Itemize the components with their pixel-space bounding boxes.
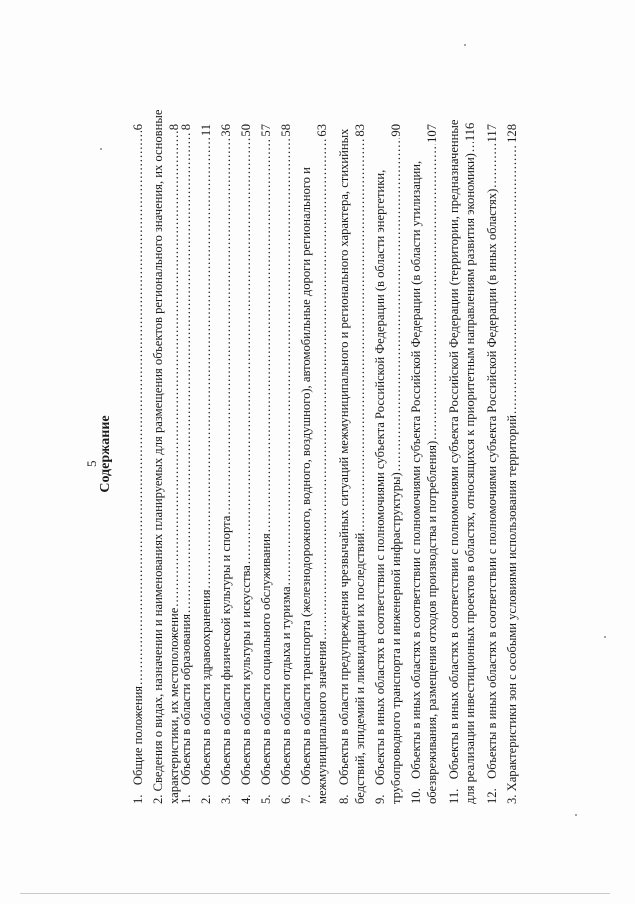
toc-entry-page: 63 bbox=[315, 124, 329, 137]
toc-entry-label: для реализации инвестиционных проектов в областях, относящихся к приоритетным направлениям развития экономики) bbox=[463, 153, 477, 804]
toc-entry-page: 6 bbox=[131, 124, 145, 131]
toc-entry-page: 57 bbox=[259, 124, 273, 137]
scan-speck bbox=[20, 893, 610, 894]
toc-entry-label: 1. Общие положения bbox=[131, 685, 145, 804]
toc-entry-page: 107 bbox=[425, 124, 439, 143]
toc-entry bbox=[484, 124, 500, 804]
toc-entry-page: 83 bbox=[353, 124, 367, 137]
dot-leader bbox=[198, 137, 214, 588]
toc-entry-label: 2. Объекты в области здравоохранения bbox=[199, 589, 213, 804]
toc-entry-line bbox=[314, 124, 330, 804]
dot-leader bbox=[278, 138, 294, 586]
toc-entry-label: 10. Объекты в иных областях в соответствии с полномочиями субъекта Российской Федерации (в области утилизации, bbox=[409, 160, 423, 804]
toc-entry-page: 50 bbox=[239, 124, 253, 137]
toc-entry-label: 5. Объекты в области социального обслуживания bbox=[259, 533, 273, 804]
dot-leader bbox=[462, 142, 478, 152]
toc-entry-line bbox=[352, 124, 368, 804]
scan-speck bbox=[464, 44, 466, 46]
toc-entry-line bbox=[446, 119, 462, 804]
page-number: 5 bbox=[84, 460, 99, 467]
toc-entry-page: 36 bbox=[219, 124, 233, 137]
toc-entry-line bbox=[372, 124, 388, 804]
toc-entry bbox=[372, 124, 404, 804]
dot-leader bbox=[178, 131, 194, 613]
toc-entry bbox=[408, 124, 440, 804]
toc-entry bbox=[238, 124, 254, 804]
dot-leader bbox=[238, 138, 254, 565]
toc-entry-label: 6. Объекты в области отдыха и туризма bbox=[279, 586, 293, 804]
toc-entry-label: 1. Объекты в области образования bbox=[179, 613, 193, 804]
toc-entry-label: 9. Объекты в иных областях в соответствии с полномочиями субъекта Российской Федерации (в области энергетики, bbox=[373, 169, 387, 804]
toc-entry bbox=[258, 124, 274, 804]
toc-entry bbox=[218, 124, 234, 804]
toc-entry-page: 8 bbox=[167, 124, 181, 131]
scan-speck bbox=[100, 148, 102, 150]
toc-entry bbox=[504, 124, 520, 804]
dot-leader bbox=[352, 138, 368, 532]
toc-entry bbox=[198, 124, 214, 804]
toc-entry-label: 2. Сведения о видах, назначении и наименованиях планируемых для размещения объектов регионального значения, их основные bbox=[151, 109, 165, 804]
toc-entry-label: 7. Объекты в области транспорта (железнодорожного, водного, воздушного), автомобильные дороги регионального и bbox=[299, 167, 313, 804]
toc-entry-page: 11 bbox=[199, 124, 213, 137]
toc-entry-line bbox=[298, 124, 314, 804]
scan-speck bbox=[604, 636, 606, 638]
dot-leader bbox=[424, 144, 440, 440]
toc-entry bbox=[178, 124, 194, 804]
scan-speck bbox=[575, 814, 577, 816]
toc-entry-page: 90 bbox=[389, 124, 403, 137]
page-title: Содержание bbox=[98, 415, 113, 493]
toc-entry bbox=[446, 119, 478, 804]
toc-entry-line bbox=[336, 124, 352, 804]
toc-entry-label: бедствий, эпидемий и ликвидации их последствий bbox=[353, 532, 367, 804]
toc-entry-label: межмуниципального значения bbox=[315, 640, 329, 804]
dot-leader bbox=[314, 138, 330, 640]
toc-entry-label: характеристики, их местоположение bbox=[167, 607, 181, 804]
toc-entry-line bbox=[150, 109, 166, 804]
toc-entry-page: 58 bbox=[279, 124, 293, 137]
toc-entry-label: 3. Характеристики зон с особыми условиями использования территорий bbox=[505, 415, 519, 804]
toc-entry-label: 4. Объекты в области культуры и искусства bbox=[239, 565, 253, 804]
dot-leader bbox=[388, 138, 404, 472]
toc-entry-line bbox=[424, 124, 440, 804]
toc-entry-page: 116 bbox=[463, 122, 477, 142]
dot-leader bbox=[484, 143, 500, 187]
toc-entry bbox=[298, 124, 330, 804]
toc-entry-line bbox=[408, 124, 424, 804]
toc-entry-label: трубопроводного транспорта и инженерной инфраструктуры) bbox=[389, 472, 403, 804]
toc-entry-label: 8. Объекты в области предупреждения чрезвычайных ситуаций межмуниципального и регионального характера, стихийных bbox=[337, 128, 351, 804]
dot-leader bbox=[130, 131, 146, 685]
toc-entry-line bbox=[462, 124, 478, 804]
toc-entry-label: 3. Объекты в области физической культуры и спорта bbox=[219, 515, 233, 804]
toc-entry-label: обезвреживания, размещения отходов производства и потребления) bbox=[425, 440, 439, 804]
toc-entry-label: 12. Объекты в иных областях в соответствии с полномочиями субъекта Российской Федерации (в иных областях) bbox=[485, 188, 499, 804]
toc-entry-page: 8 bbox=[179, 124, 193, 131]
toc-entry-page: 117 bbox=[485, 124, 499, 143]
toc-entry bbox=[130, 124, 146, 804]
toc-entry-line bbox=[388, 124, 404, 804]
toc-entry-page: 128 bbox=[505, 124, 519, 143]
toc-entry bbox=[336, 124, 368, 804]
toc-entry bbox=[278, 124, 294, 804]
dot-leader bbox=[504, 144, 520, 414]
toc-entry-label: 11. Объекты в иных областях в соответствии с полномочиями субъекта Российской Федерации (территории, предназначенные bbox=[447, 119, 461, 804]
dot-leader bbox=[218, 138, 234, 515]
dot-leader bbox=[258, 138, 274, 533]
